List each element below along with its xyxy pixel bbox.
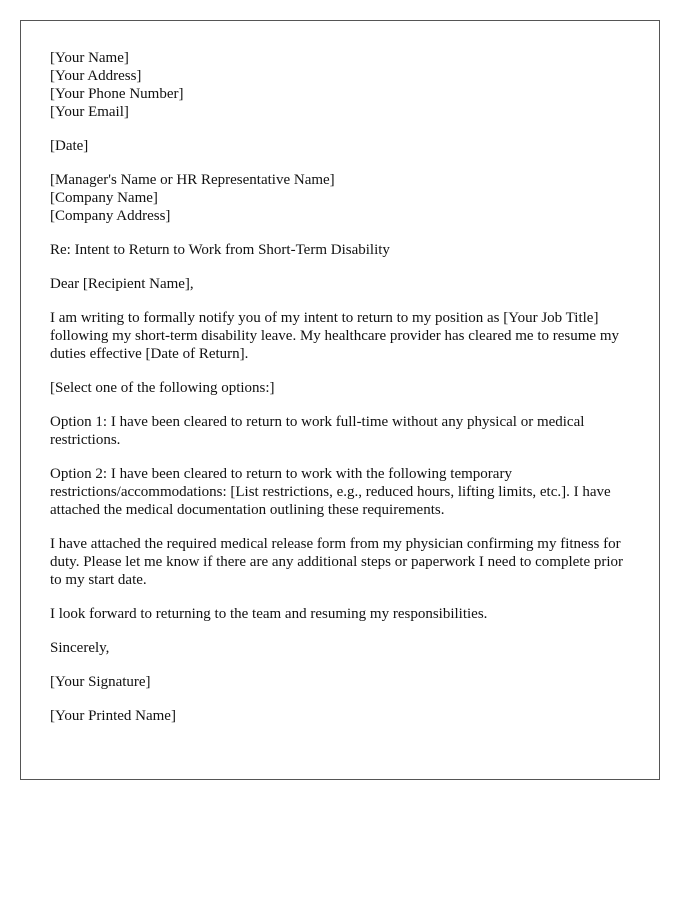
subject-line: Re: Intent to Return to Work from Short-Term Disability [50,242,390,258]
signature-line: [Your Signature] [50,674,151,690]
recipient-block [50,171,634,225]
letter-date: [Date] [50,138,89,154]
sender-name: [Your Name] [50,50,129,66]
letter-page [20,20,660,780]
option-2-paragraph: Option 2: I have been cleared to return to work with the following temporary restrictions/accommodations: [List restrictions, e.g., reduced hours, lifting limits, etc.]. I have attached the medical documentation outlining these requirements. [50,466,611,518]
select-prompt: [Select one of the following options:] [50,380,275,396]
sender-email: [Your Email] [50,104,129,120]
letter-body [50,49,634,741]
sender-address: [Your Address] [50,68,142,84]
intro-paragraph: I am writing to formally notify you of my intent to return to my position as [Your Job Title] following my short-term disability leave. My healthcare provider has cleared me to resume my duties effective [Date of Return]. [50,310,619,362]
sender-phone: [Your Phone Number] [50,86,184,102]
recipient-name: [Manager's Name or HR Representative Name] [50,172,335,188]
closing-line: I look forward to returning to the team and resuming my responsibilities. [50,606,488,622]
recipient-address: [Company Address] [50,208,171,224]
sender-block [50,49,634,121]
attachment-paragraph: I have attached the required medical release form from my physician confirming my fitness for duty. Please let me know if there are any additional steps or paperwork I need to complete prior to my start date. [50,536,624,588]
recipient-company: [Company Name] [50,190,158,206]
salutation: Dear [Recipient Name], [50,276,194,292]
option-1-paragraph: Option 1: I have been cleared to return to work full-time without any physical or medical restrictions. [50,414,585,448]
printed-name-line: [Your Printed Name] [50,708,176,724]
valediction: Sincerely, [50,640,110,656]
